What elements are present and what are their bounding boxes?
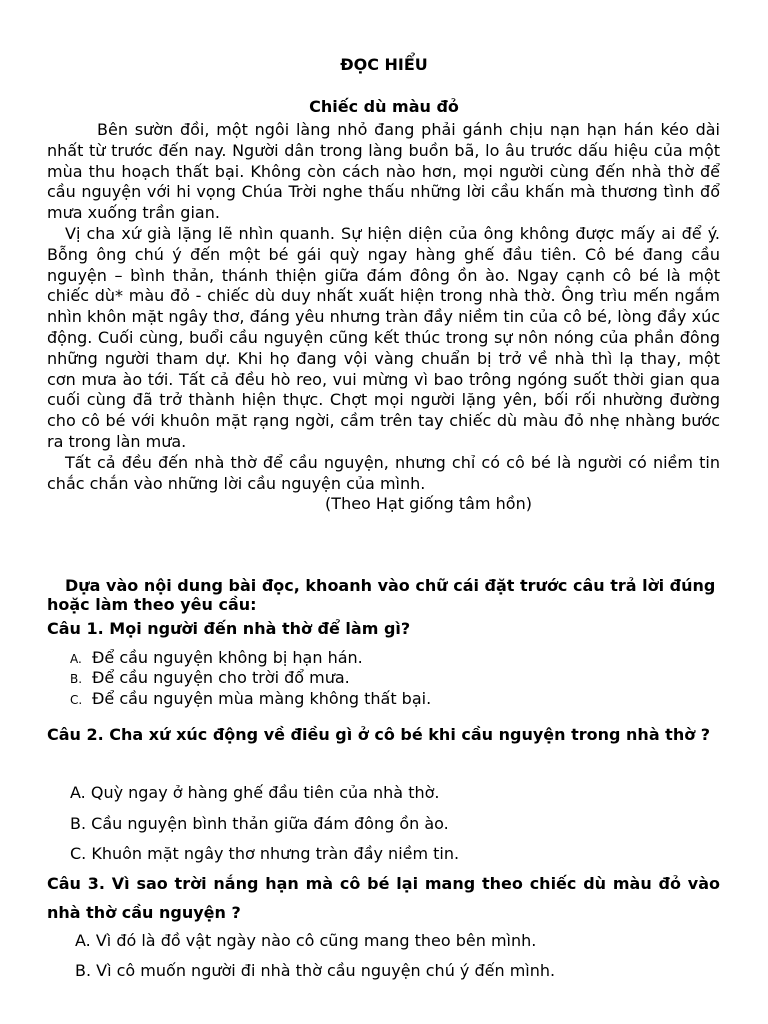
question-3-option-b xyxy=(75,961,555,981)
option-text: Vì đó là đồ vật ngày nào cô cũng mang theo bên mình. xyxy=(95,931,537,950)
question-2-option-b xyxy=(70,814,449,834)
option-letter: B. xyxy=(75,961,92,980)
option-text: Vì cô muốn người đi nhà thờ cầu nguyện chú ý đến mình. xyxy=(96,961,556,980)
question-1-option-c xyxy=(70,689,431,710)
question-3-option-a xyxy=(75,931,536,951)
document-heading: ĐỌC HIỂU xyxy=(340,55,428,74)
option-letter: A. xyxy=(70,783,86,802)
story-source: (Theo Hạt giống tâm hồn) xyxy=(325,494,532,514)
option-text: Để cầu nguyện không bị hạn hán. xyxy=(92,648,363,667)
question-3: Câu 3. Vì sao trời nắng hạn mà cô bé lại mang theo chiếc dù màu đỏ vào nhà thờ cầu nguyện ? xyxy=(47,874,720,922)
question-2: Câu 2. Cha xứ xúc động về điều gì ở cô bé khi cầu nguyện trong nhà thờ ? xyxy=(47,725,711,744)
instruction-text: Dựa vào nội dung bài đọc, khoanh vào chữ cái đặt trước câu trả lời đúng hoặc làm theo yêu cầu: xyxy=(47,576,716,614)
story-title: Chiếc dù màu đỏ xyxy=(309,97,459,116)
option-letter: A. xyxy=(70,652,82,666)
option-text: Để cầu nguyện mùa màng không thất bại. xyxy=(92,689,432,708)
option-text: Cầu nguyện bình thản giữa đám đông ồn ào. xyxy=(91,814,449,833)
story-paragraph-3: Tất cả đều đến nhà thờ để cầu nguyện, nhưng chỉ có cô bé là người có niềm tin chắc chắn vào những lời cầu nguyện của mình. xyxy=(47,452,720,493)
question-2-option-a xyxy=(70,783,439,803)
story-body xyxy=(47,120,720,515)
option-text: Quỳ ngay ở hàng ghế đầu tiên của nhà thờ. xyxy=(90,783,440,802)
question-1: Câu 1. Mọi người đến nhà thờ để làm gì? xyxy=(47,619,411,638)
story-paragraph-1: Bên sườn đồi, một ngôi làng nhỏ đang phải gánh chịu nạn hạn hán kéo dài nhất từ trước đến nay. Người dân trong làng buồn bã, lo âu trước dấu hiệu của một mùa thu hoạch thất bại. Không còn cách nào hơn, mọi người cùng đến nhà thờ để cầu nguyện với hi vọng Chúa Trời nghe thấu những lời cầu khấn mà thương tình đổ mưa xuống trần gian. xyxy=(47,120,720,223)
option-letter: B. xyxy=(70,814,87,833)
question-1-option-a xyxy=(70,648,363,669)
option-text: Để cầu nguyện cho trời đổ mưa. xyxy=(92,668,350,687)
option-letter: A. xyxy=(75,931,91,950)
option-letter: C. xyxy=(70,693,83,707)
story-paragraph-2: Vị cha xứ già lặng lẽ nhìn quanh. Sự hiện diện của ông không được mấy ai để ý. Bỗng ông chú ý đến một bé gái quỳ ngay hàng ghế đầu tiên. Cô bé đang cầu nguyện – bình thản, thánh thiện giữa đám đông ồn ào. Ngay cạnh cô bé là một chiếc dù* màu đỏ - chiếc dù duy nhất xuất hiện trong nhà thờ. Ông trìu mến ngắm nhìn khôn mặt ngây thơ, đáng yêu nhưng tràn đầy niềm tin của cô bé, lòng đầy xúc động. Cuối cùng, buổi cầu nguyện cũng kết thúc trong sự nôn nóng của phần đông những người tham dự. Khi họ đang vội vàng chuẩn bị trở về nhà thì lạ thay, một cơn mưa ào tới. Tất cả đều hò reo, vui mừng vì bao trông ngóng suốt thời gian qua cuối cùng đã trở thành hiện thực. Chợt mọi người lặng yên, bối rối nhường đường cho cô bé với khuôn mặt rạng ngời, cầm trên tay chiếc dù màu đỏ nhẹ nhàng bước ra trong làn mưa. xyxy=(47,223,720,451)
question-1-option-b xyxy=(70,668,350,689)
option-text: Khuôn mặt ngây thơ nhưng tràn đầy niềm tin. xyxy=(91,844,460,863)
option-letter: C. xyxy=(70,844,87,863)
question-2-option-c xyxy=(70,844,459,864)
option-letter: B. xyxy=(70,672,83,686)
